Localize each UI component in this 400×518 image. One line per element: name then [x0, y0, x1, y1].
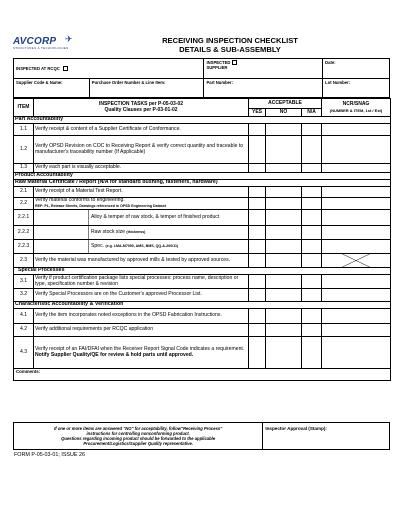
footer-note-2: instructions for controlling nonconforming product. [86, 430, 190, 436]
footer-instructions [14, 423, 263, 450]
yes-cell[interactable] [249, 187, 266, 198]
task-reference: REF: PL, Release Sheets, Drawings referenced in OPSD Engineering Dataset [35, 203, 167, 208]
date-label: Date: [325, 60, 336, 65]
inspector-stamp-label: Inspector Approval (Stamp): [265, 426, 327, 431]
yes-cell[interactable] [249, 324, 266, 337]
item-number: 1.3 [14, 164, 34, 173]
title-line-1: RECEIVING INSPECTION CHECKLIST [162, 36, 298, 45]
yes-cell[interactable] [249, 124, 266, 136]
yes-cell[interactable] [249, 240, 266, 254]
task-text: Verify the item incorporates noted exceptions in the OPSD Fabrication Instructions. [34, 309, 249, 324]
task-text [34, 226, 249, 240]
na-cell[interactable] [302, 240, 322, 254]
footer-note-3: Questions regarding incoming product should be forwarded to the applicable [61, 436, 216, 441]
date-field[interactable] [323, 59, 390, 79]
item-number: 1.1 [14, 124, 34, 136]
yes-cell[interactable] [249, 337, 266, 369]
na-cell[interactable] [302, 309, 322, 324]
item-number: 2.2.3 [14, 240, 34, 254]
logo-name: AVCORP [13, 36, 57, 47]
comments-label: Comments: [16, 369, 41, 375]
ncr-cell[interactable] [322, 187, 391, 198]
col-ncr [322, 99, 391, 117]
na-cell[interactable] [302, 210, 322, 226]
no-cell[interactable] [266, 289, 302, 302]
no-cell[interactable] [266, 275, 302, 289]
ncr-cell[interactable] [322, 324, 391, 337]
yes-cell[interactable] [249, 136, 266, 164]
task-main-text: Raw stock size [91, 228, 125, 235]
item-number: 3.2 [14, 289, 34, 302]
supplier-code-field[interactable] [14, 79, 90, 98]
item-number: 2.2.1 [14, 210, 34, 226]
col-tasks-line1: INSPECTION TASKS per P-05-03-02 [98, 100, 184, 107]
task-main-text: Spec. [91, 242, 105, 249]
section-characteristic-accountability: Characteristic Accountability & Verification [14, 302, 391, 309]
na-cell[interactable] [302, 275, 322, 289]
col-tasks-line2: Quality Clauses per P-03-01-02 [104, 106, 178, 113]
na-cell[interactable] [302, 164, 322, 173]
supplier-checkbox[interactable] [232, 60, 237, 65]
na-cell[interactable] [302, 337, 322, 369]
no-cell[interactable] [266, 226, 302, 240]
item-number: 4.2 [14, 324, 34, 337]
ncr-cell[interactable] [322, 226, 391, 240]
na-cell[interactable] [302, 136, 322, 164]
no-cell[interactable] [266, 187, 302, 198]
item-number: 2.2.2 [14, 226, 34, 240]
ncr-cell-crossed [322, 254, 391, 268]
no-cell[interactable] [266, 124, 302, 136]
yes-cell[interactable] [249, 198, 266, 210]
yes-cell[interactable] [249, 309, 266, 324]
na-cell[interactable] [302, 254, 322, 268]
task-text [34, 337, 249, 369]
item-number: 2.1 [14, 187, 34, 198]
no-cell[interactable] [266, 324, 302, 337]
task-text: Verify receipt & content of a Supplier Certificate of Conformance. [34, 124, 249, 136]
ncr-cell[interactable] [322, 124, 391, 136]
part-number-field[interactable] [204, 79, 323, 98]
no-cell[interactable] [266, 210, 302, 226]
col-ncr-label: NCR/SNAG [342, 100, 370, 107]
task-text: Verify OPSD Revision on COC to Receiving Report & verify correct quantity and traceable to manufacturer's traceability number (If Applicable) [34, 136, 249, 164]
na-cell[interactable] [302, 289, 322, 302]
col-yes: YES [249, 109, 266, 117]
section-special-processes: Special Processes [14, 268, 391, 275]
rcqc-checkbox[interactable] [63, 66, 68, 71]
checklist-table [13, 98, 391, 381]
task-text: Verify Special Processors are on the Customer's approved Processor List. [34, 289, 249, 302]
ncr-cell[interactable] [322, 309, 391, 324]
task-text: Verify each part is visually acceptable. [34, 164, 249, 173]
item-number: 3.1 [14, 275, 34, 289]
cross-out-icon [322, 254, 390, 267]
task-emphasis-text: Notify Supplier Quality/QE for review & hold parts until approved. [35, 351, 194, 358]
task-text [34, 240, 249, 254]
footer-note-4: Procurement/Logistics/Supplier Quality representative. [83, 441, 193, 447]
comments-field[interactable] [14, 369, 391, 381]
na-cell[interactable] [302, 124, 322, 136]
yes-cell[interactable] [249, 254, 266, 268]
section-product-accountability: Product Accountability [14, 173, 391, 180]
inspected-at-label: INSPECTED AT RCQC [16, 65, 60, 71]
col-ncr-sub: (NUMBER & ITEM, 1st / Ext) [329, 107, 383, 113]
no-cell[interactable] [266, 254, 302, 268]
section-part-accountability: Part Accountability [14, 117, 391, 124]
task-main-text: Verify receipt of an FAI/DFAI when the Receiver Report Signal Code indicates a requirement. [35, 346, 245, 353]
task-text: Verify if product certification package lists special processes: process name, description or type, specification number & revision [34, 275, 249, 289]
col-acceptable: ACCEPTABLE [249, 99, 322, 109]
na-cell[interactable] [302, 187, 322, 198]
ncr-cell[interactable] [322, 136, 391, 164]
item-number: 4.1 [14, 309, 34, 324]
na-cell[interactable] [302, 226, 322, 240]
task-text [34, 198, 249, 210]
item-number: 2.3 [14, 254, 34, 268]
task-note: (e.g. LMA-M7050, AMS, BMS, QQ-A-200/11) [105, 243, 179, 248]
po-label: Purchase Order Number & Line Item: [91, 80, 166, 85]
yes-cell[interactable] [249, 289, 266, 302]
footer-table [13, 422, 390, 450]
no-cell[interactable] [266, 136, 302, 164]
task-main-text: Verify material conforms to engineering. [35, 197, 125, 203]
ncr-cell[interactable] [322, 337, 391, 369]
item-number: 2.2 [14, 198, 34, 210]
lot-number-field[interactable] [323, 79, 390, 98]
inspector-stamp-field[interactable] [263, 423, 390, 450]
ncr-cell[interactable] [322, 240, 391, 254]
form-identifier: FORM P-05-03-01; ISSUE 26 [14, 452, 86, 458]
po-field[interactable] [89, 79, 204, 98]
lot-number-label: Lot Number: [325, 80, 351, 85]
title-line-2: DETAILS & SUB-ASSEMBLY [179, 45, 281, 54]
header-table [13, 58, 390, 98]
ncr-cell[interactable] [322, 275, 391, 289]
ncr-cell[interactable] [322, 198, 391, 210]
na-cell[interactable] [302, 198, 322, 210]
supplier-label: SUPPLIER [206, 65, 228, 71]
yes-cell[interactable] [249, 164, 266, 173]
task-text: Verify additional requirements per RCQC application [34, 324, 249, 337]
col-tasks [34, 99, 249, 117]
col-na: N/A [302, 109, 322, 117]
document-title [130, 36, 330, 54]
logo-tagline: STRUCTURES & TECHNOLOGIES [13, 46, 69, 50]
col-item: ITEM [14, 99, 34, 117]
inspected-at-rcqc-cell[interactable] [14, 59, 204, 79]
yes-cell[interactable] [249, 226, 266, 240]
ncr-cell[interactable] [322, 210, 391, 226]
no-cell[interactable] [266, 240, 302, 254]
supplier-code-label: Supplier Code & Name: [16, 80, 63, 85]
item-number: 1.2 [14, 136, 34, 164]
no-cell[interactable] [266, 164, 302, 173]
ncr-cell[interactable] [322, 289, 391, 302]
inspected-supplier-cell[interactable] [204, 59, 323, 79]
no-cell[interactable] [266, 337, 302, 369]
company-logo [13, 36, 79, 52]
na-cell[interactable] [302, 324, 322, 337]
col-no: NO [266, 109, 302, 117]
no-cell[interactable] [266, 309, 302, 324]
no-cell[interactable] [266, 198, 302, 210]
part-number-label: Part Number: [206, 80, 233, 85]
footer-note-1: If one or more items are answered "NO" for acceptability, follow"Receiving Process" [54, 425, 223, 431]
task-text: Verify receipt of a Material Test Report. [34, 187, 249, 198]
yes-cell[interactable] [249, 275, 266, 289]
task-text: Alloy & temper of raw stock, & temper of finished product [34, 210, 249, 226]
task-note: (thickness) [126, 229, 146, 234]
task-text: Verify the material was manufactured by approved mills & tested by approved sources. [34, 254, 249, 268]
logo-swoosh-icon: ✈ [65, 34, 73, 44]
inspected-label: INSPECTED [206, 60, 231, 65]
yes-cell[interactable] [249, 210, 266, 226]
section-raw-material: Raw Material Certificate / Report (N/A for standard bushing, fasteners, hardware) [14, 180, 391, 187]
item-number: 4.3 [14, 337, 34, 369]
ncr-cell[interactable] [322, 164, 391, 173]
